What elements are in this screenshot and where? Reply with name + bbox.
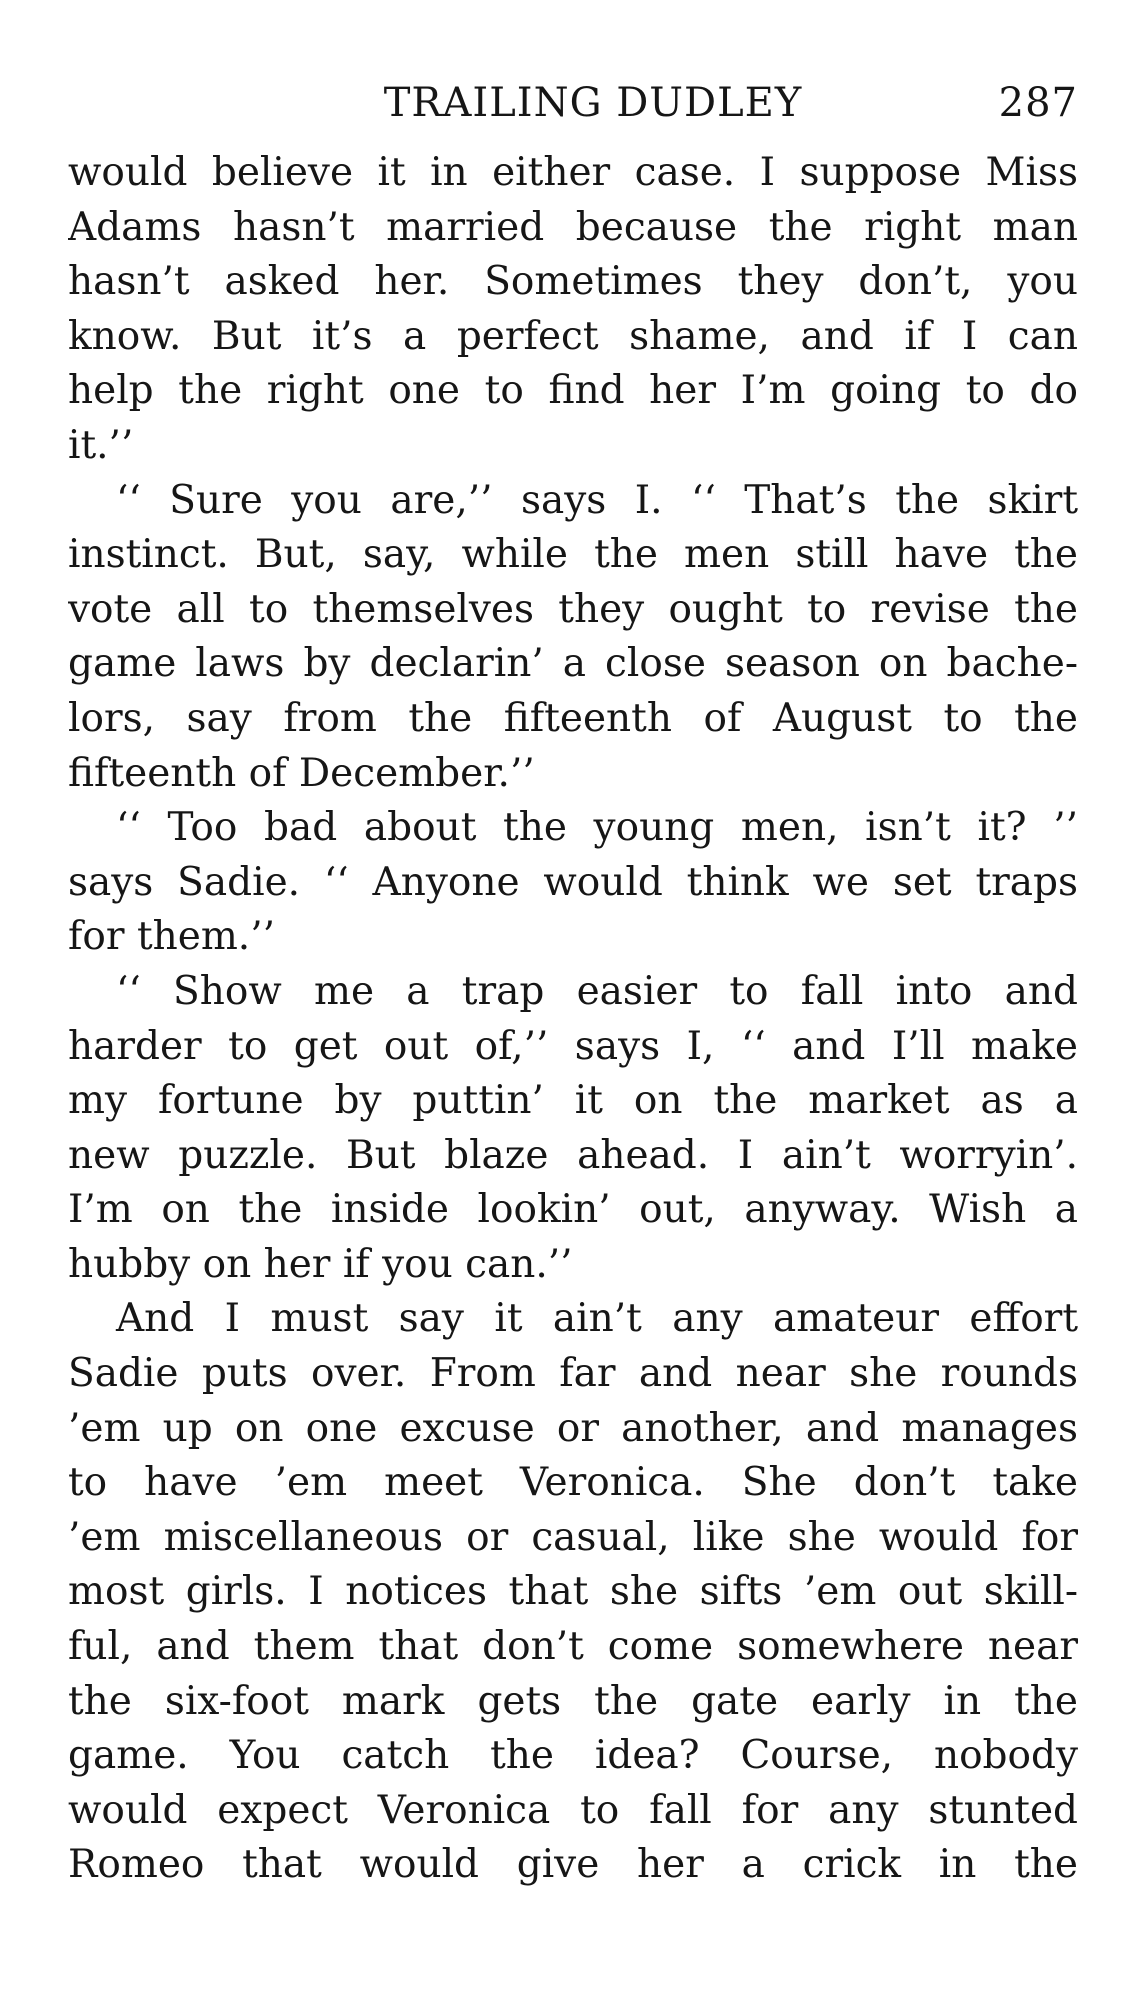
text-line: help the right one to find her I’m going to do xyxy=(68,368,1078,414)
text-line: game laws by declarin’ a close season on bache- xyxy=(68,641,1078,687)
text-line: the six-foot mark gets the gate early in the xyxy=(68,1678,1078,1724)
text-line: says Sadie. ‘‘ Anyone would think we set traps xyxy=(68,859,1078,905)
text-line: game. You catch the idea? Course, nobody xyxy=(68,1733,1078,1779)
text-line: Adams hasn’t married because the right man xyxy=(68,204,1078,250)
text-line: vote all to themselves they ought to revise the xyxy=(68,586,1078,632)
text-line: hubby on her if you can.’’ xyxy=(68,1241,573,1287)
text-line: ‘‘ Show me a trap easier to fall into and xyxy=(116,968,1078,1014)
text-line: to have ’em meet Veronica. She don’t take xyxy=(68,1460,1078,1506)
text-line: most girls. I notices that she sifts ’em out skill- xyxy=(68,1569,1078,1615)
text-line: ’em up on one excuse or another, and manages xyxy=(68,1405,1078,1451)
text-line: instinct. But, say, while the men still have the xyxy=(68,532,1078,578)
text-line: And I must say it ain’t any amateur effort xyxy=(116,1296,1078,1342)
text-line: ful, and them that don’t come somewhere near xyxy=(68,1624,1078,1670)
body-text xyxy=(68,146,1078,1893)
text-line: Romeo that would give her a crick in the xyxy=(68,1842,1078,1888)
text-line: Sadie puts over. From far and near she rounds xyxy=(68,1351,1078,1397)
text-line: new puzzle. But blaze ahead. I ain’t worryin’. xyxy=(68,1132,1078,1178)
text-line: ’em miscellaneous or casual, like she would for xyxy=(68,1514,1078,1560)
text-line: for them.’’ xyxy=(68,914,275,960)
text-line: I’m on the inside lookin’ out, anyway. Wish a xyxy=(68,1187,1078,1233)
text-line: fifteenth of December.’’ xyxy=(68,750,535,796)
text-line: harder to get out of,’’ says I, ‘‘ and I’ll make xyxy=(68,1023,1078,1069)
text-line: lors, say from the fifteenth of August to the xyxy=(68,695,1078,741)
text-line: would believe it in either case. I suppose Miss xyxy=(68,150,1078,195)
text-line: it.’’ xyxy=(68,422,134,468)
text-line: ‘‘ Sure you are,’’ says I. ‘‘ That’s the skirt xyxy=(116,477,1078,523)
text-line: know. But it’s a perfect shame, and if I can xyxy=(68,313,1078,359)
running-title: TRAILING DUDLEY xyxy=(383,80,803,126)
book-page xyxy=(68,70,1078,1940)
text-line: ‘‘ Too bad about the young men, isn’t it? ’’ xyxy=(116,805,1078,851)
running-head xyxy=(68,70,1078,136)
page-number: 287 xyxy=(998,80,1078,126)
text-line: would expect Veronica to fall for any stunted xyxy=(68,1787,1078,1833)
text-line: hasn’t asked her. Sometimes they don’t, you xyxy=(68,259,1078,305)
text-line: my fortune by puttin’ it on the market as a xyxy=(68,1078,1078,1124)
